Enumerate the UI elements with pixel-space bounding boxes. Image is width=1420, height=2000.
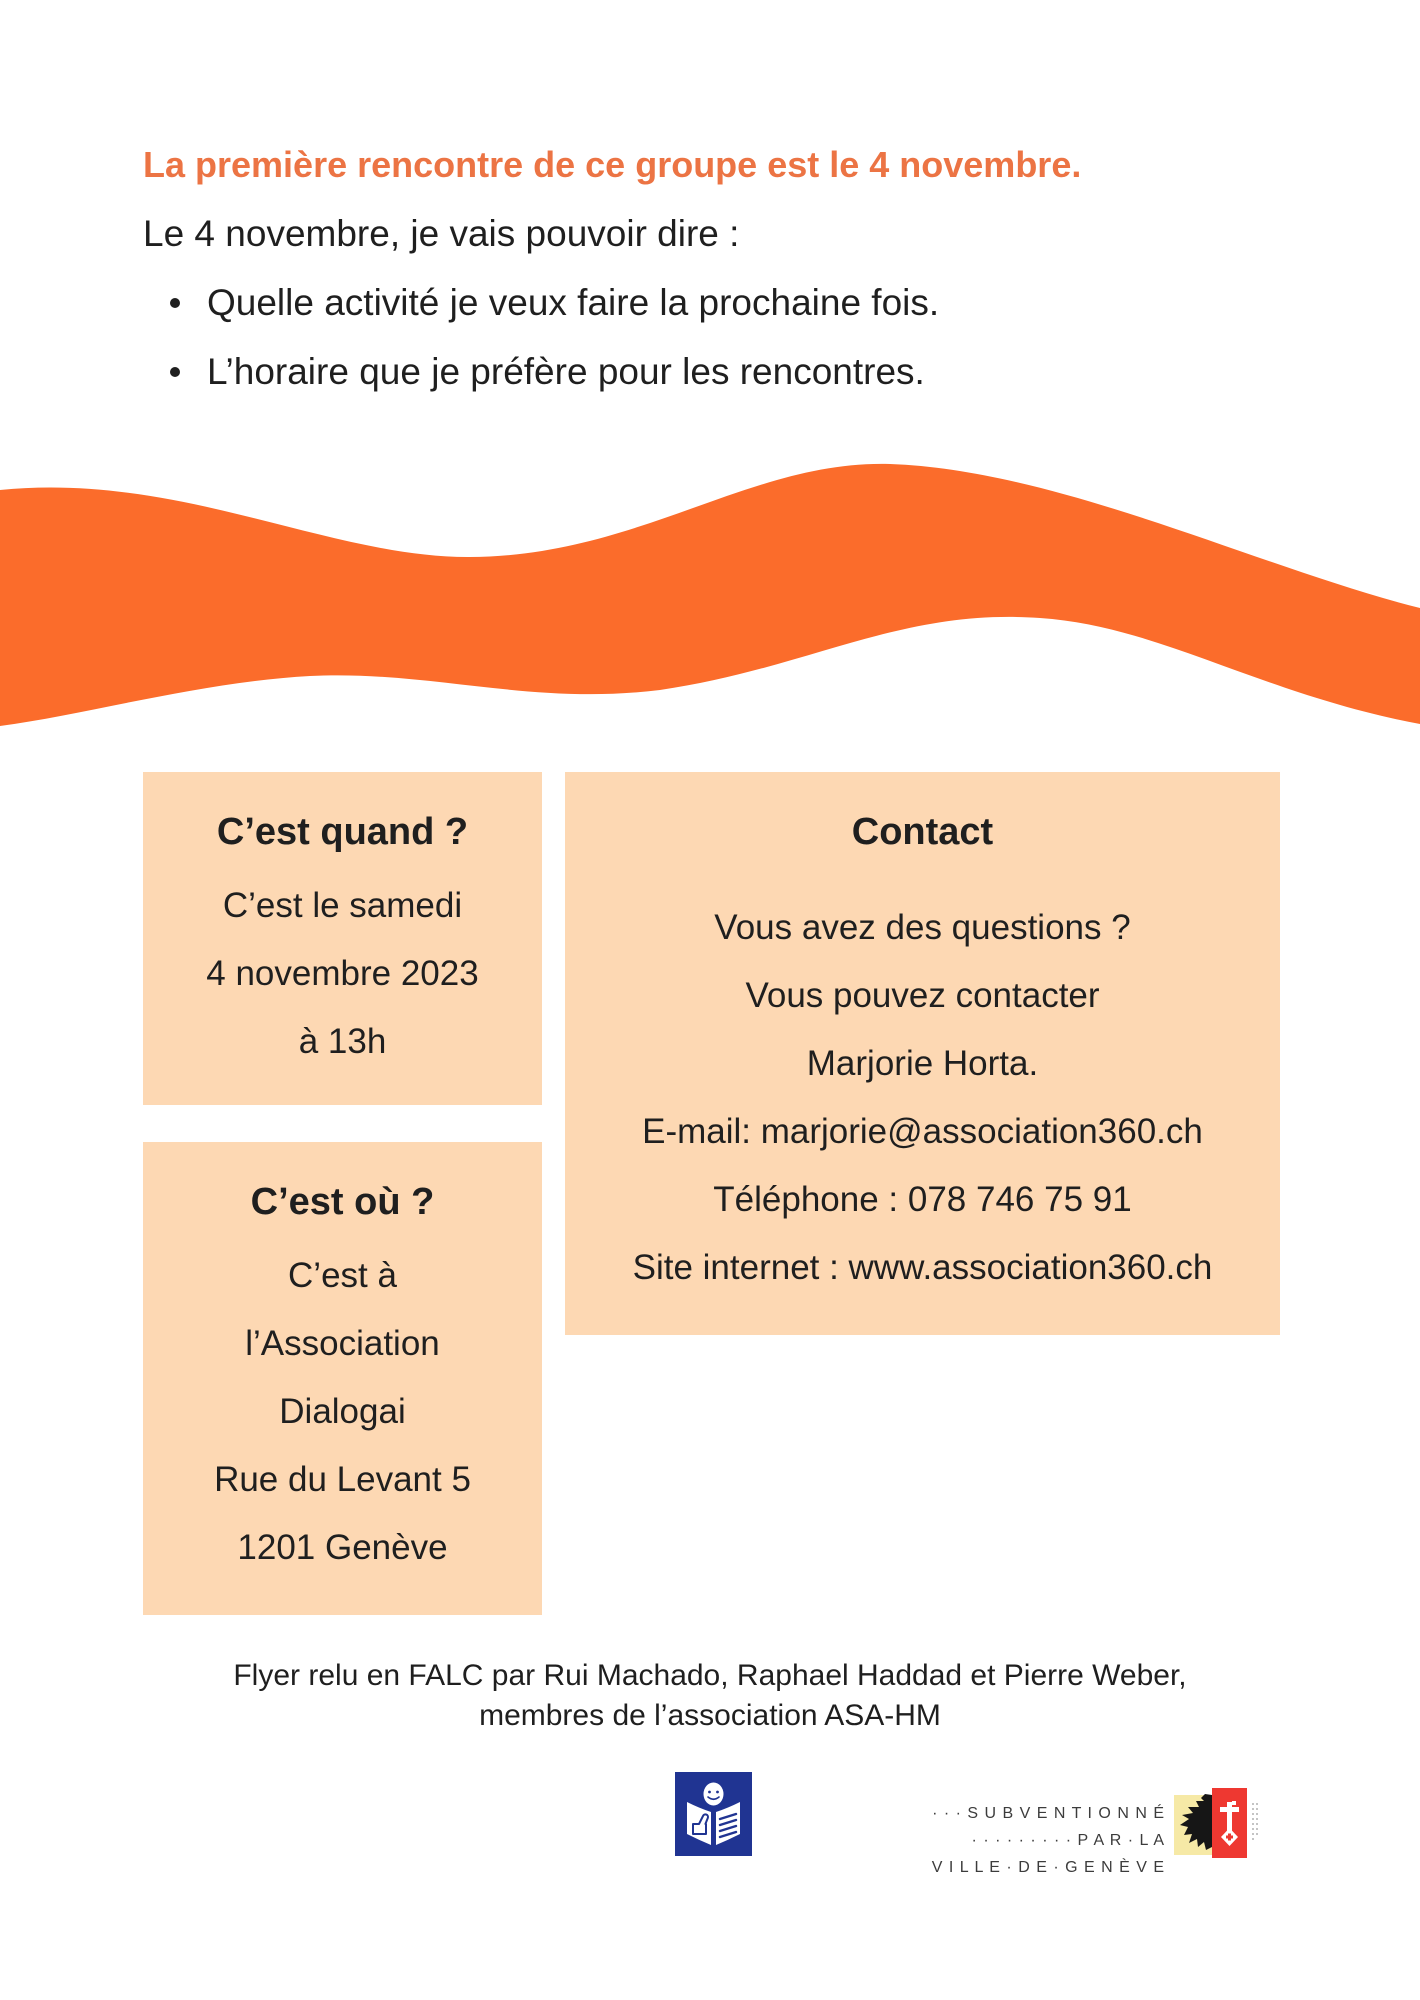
subsidy-text: [880, 1800, 1165, 1881]
subsidy-line: · · · · · · · · · P A R · L A: [971, 1832, 1165, 1849]
when-line: C’est le samedi: [222, 886, 463, 925]
intro-section: [143, 130, 1293, 406]
easy-to-read-logo-icon: [675, 1772, 752, 1856]
where-line: 1201 Genève: [237, 1528, 448, 1567]
bullet-dot: [170, 298, 180, 308]
when-line: à 13h: [298, 1022, 387, 1061]
contact-title: Contact: [851, 811, 994, 853]
bullet-item: [143, 337, 1293, 406]
contact-line: Marjorie Horta.: [806, 1044, 1039, 1083]
intro-subline: Le 4 novembre, je vais pouvoir dire :: [143, 213, 740, 254]
when-box: [143, 772, 542, 1105]
when-title: C’est quand ?: [216, 811, 469, 853]
where-title: C’est où ?: [250, 1181, 435, 1223]
falc-credit-line: membres de l’association ASA-HM: [479, 1699, 941, 1732]
contact-line: Vous pouvez contacter: [745, 976, 1100, 1015]
bullet-text: Quelle activité je veux faire la prochaine fois.: [207, 282, 940, 323]
where-line: l’Association: [245, 1324, 440, 1363]
where-line: C’est à: [288, 1256, 397, 1295]
contact-email: E-mail: marjorie@association360.ch: [642, 1112, 1203, 1151]
where-line: Dialogai: [279, 1392, 406, 1431]
bullet-dot: [170, 367, 180, 377]
subsidy-line: · · · S U B V E N T I O N N É: [932, 1805, 1165, 1822]
when-line: 4 novembre 2023: [206, 954, 479, 993]
contact-website: Site internet : www.association360.ch: [632, 1248, 1213, 1287]
bullet-item: [143, 268, 1293, 337]
contact-box: [565, 772, 1280, 1335]
headline: La première rencontre de ce groupe est le 4 novembre.: [143, 144, 1082, 185]
falc-credit: [0, 1656, 1420, 1736]
contact-line: Vous avez des questions ?: [714, 908, 1131, 947]
contact-phone: Téléphone : 078 746 75 91: [713, 1180, 1132, 1219]
falc-credit-line: Flyer relu en FALC par Rui Machado, Raphael Haddad et Pierre Weber,: [233, 1659, 1187, 1692]
subsidy-line: V I L L E · D E · G E N È V E: [931, 1859, 1165, 1876]
where-box: [143, 1142, 542, 1615]
where-line: Rue du Levant 5: [214, 1460, 471, 1499]
bullet-text: L’horaire que je préfère pour les rencontres.: [207, 351, 925, 392]
geneva-coat-of-arms-icon: [1172, 1786, 1262, 1860]
